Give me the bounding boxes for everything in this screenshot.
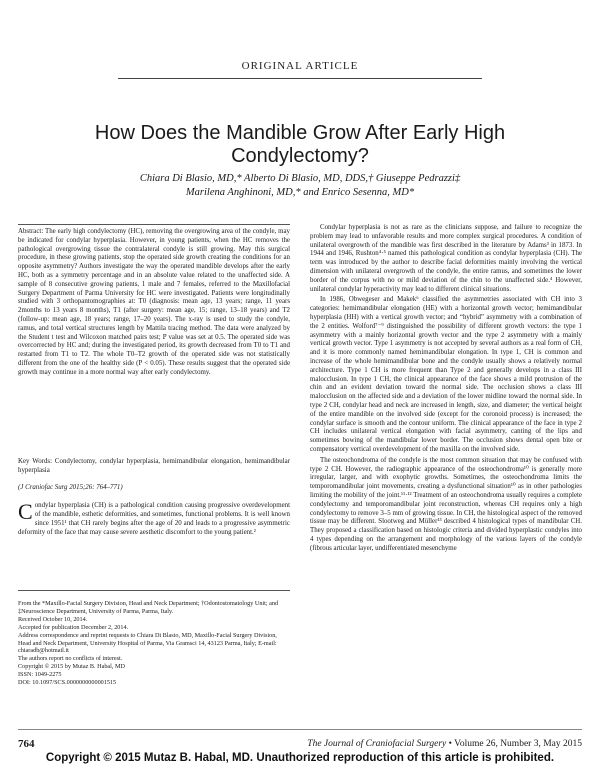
affiliations-block <box>18 600 290 722</box>
body-paragraph: In 1986, Obwegeser and Makek⁶ classified the asymmetries associated with CH into 3 categories: hemimandibular elongation (HE) with a horizontal growth vector; hemimandibular hyperplasia (HH) with a vertical growth vector; and “hybrid” asymmetry with a combination of the 2 entities. Wolford⁷⁻⁹ distinguished the possibility of different growth vectors: the type 1 asymmetry with a mainly horizontal growth vector and the type 2 asymmetry with a mainly vertical growth vector. Type 1 asymmetry is not accepted by several authors as a real form of CH, and it is more commonly named hemimandibular elongation. In type 1, CH is common and increase of the whole hemimandibular bone and the condyle usually shows a relatively normal architecture. Type 1 CH is more frequent than Type 2 and generally develops in a class III malocclusion. In type 1 CH, the clinical appearance of the face shows a mild protrusion of the chin and an evident deviation toward the normal side. The occlusion shows a class III malocclusion on the affected side and a deviation of the lower midline toward the normal side. In type 2 CH, condylar head and neck are increased in length, size, and diameter; the vertical height of the entire mandible on the involved side (except for the coronoid process) is increased; the condylar surface is smooth and the contour uniform. The clinical appearance of the face in type 2 CH includes unilateral vertical elongation with facial asymmetry, canting of the lips and sometimes bowing of the mandibular lower border. The occlusion shows dental open bite or compensatory vertical overdevelopment of the maxilla on the involved side. <box>310 296 582 453</box>
footer-divider <box>18 729 582 730</box>
journal-info <box>307 739 582 749</box>
abstract-text: Abstract: The early high condylectomy (HC), removing the overgrowing area of the condyle, may be indicated for condylar hyperplasia. However, in young patients, when the HC removes the pathological overgrowing tissue the contralateral condyle is still growing. May this surgical procedure, in these growing patients, stop the operated side growth creating the conditions for an opposite asymmetry? Authors investigate the way the operated mandible develops after the early HC, both as a symmetry percentage and in an absolute value related to the unaffected side. A sample of 8 consecutive growing patients, 1 male and 7 females, referred to the Maxillofacial Surgery Department of Parma University for HC were investigated. Patients were longitudinally studied with 3 orthopantomographies at: T0 (diagnosis: mean age, 13 years; range, 11 years 2months to 13 years 8 months), T1 (after surgery: mean age, 15; range, 13–18 years) and T2 (follow-up: mean age, 18 years; range, 17–20 years). The x-ray is used to study the condyle, ramus, and total vertical structures length by Mattila tracing method. The data were analyzed by the Student t test and Wilcoxon matched pairs test; P value was set at 0.5. The operated side was overcorrected by HC and; during the investigated period, its growth decreased from T0 to T1 and restarted from T1 to T2. The whole T0–T2 growth of the operated side was not statistically different from the one of the healthy side (P < 0.05). These results suggest that the operated side growth may continue in a more normal way after early condylectomy. <box>18 228 290 376</box>
body-paragraph: The osteochondroma of the condyle is the most common situation that may be confused with type 2 CH. However, the radiographic appearance of the osteochondroma¹⁰ is generally more irregular, larger, and with exophytic growths. Sometimes, the osteochondroma limits the temporomandibular joint movements, creating a dysfunctional situation¹⁰ as in other pathologies limiting the mobility of the joint.¹¹·¹² Treatment of an osteochondroma usually requires a complete condylectomy and temporomandibular joint reconstruction, whereas CH requires only a high condylectomy to remove 3–5 mm of growing tissue. In CH, the histological aspect of the removed tissue may be different. Slootweg and Müller¹³ described 4 histological types of mandibular CH. They proposed a classification based on histologic criteria and divided hyperplastic condyles into 4 types depending on the arrangement and morphology of the various layers of the condyle (fibrous articular layer, undifferentiated mesenchyme <box>310 456 582 552</box>
volume-info: • Volume 26, Number 3, May 2015 <box>448 739 582 749</box>
journal-name: The Journal of Craniofacial Surgery <box>307 739 447 749</box>
affiliation-line: Accepted for publication December 2, 2014. <box>18 623 129 631</box>
keywords: Key Words: Condylectomy, condylar hyperplasia, hemimandibular elongation, hemimandibular hyperplasia <box>18 458 290 474</box>
affiliation-line: ISSN: 1049-2275 <box>18 671 62 679</box>
affiliation-line: From the *Maxillo-Facial Surgery Division, Head and Neck Department; †Odontostomatology Unit; and ‡Neuroscience Department, University of Parma, Parma, Italy. <box>18 600 279 615</box>
body-paragraph: Condylar hyperplasia is not as rare as the clinicians suppose, and failure to recognize the problem may lead to unfavorable results and more complex surgical procedures. A condition of unilateral overgrowth of the mandible was first described in the literature by Adams³ in 1873. In 1944 and 1946, Rushton⁴·⁵ named this pathological condition as condylar hyperplasia (CH). The term was introduced by the author to describe facial deformities mainly involving the vertical dimension with unilateral overgrowth of the condyle, the entire ramus, and sometimes the lower border of the corpus with no or mild deviation of the chin to the unaffected side.⁴ However, unilateral condylar hyperactivity may lead to different clinical situations. <box>310 224 582 293</box>
page-number: 764 <box>18 738 35 750</box>
authors-line-1: Chiara Di Blasio, MD,* Alberto Di Blasio, MD, DDS,† Giuseppe Pedrazzi‡ <box>139 173 461 184</box>
introduction-paragraph <box>18 502 290 572</box>
article-title: How Does the Mandible Grow After Early High Condylectomy? <box>94 122 506 167</box>
affiliation-line: Address correspondence and reprint requests to Chiara Di Blasio, MD, Maxillo-Facial Surgery Division, Head and Neck Department, University Hospital of Parma, Via Gramsci 14, 43123 Parma, Italy; E-mail: chiaradb@hotmail.it <box>18 631 277 655</box>
authors-line-2: Marilena Anghinoni, MD,* and Enrico Sesenna, MD* <box>185 187 415 198</box>
header-divider <box>118 78 482 79</box>
section-label: ORIGINAL ARTICLE <box>241 60 359 72</box>
affiliation-line: The authors report no conflicts of interest. <box>18 655 123 663</box>
drop-cap: C <box>18 502 33 525</box>
affiliation-line: Received October 10, 2014. <box>18 615 88 623</box>
citation: (J Craniofac Surg 2015;26: 764–771) <box>18 483 123 491</box>
affiliation-line: DOI: 10.1097/SCS.0000000000001515 <box>18 679 117 687</box>
introduction-text: ondylar hyperplasia (CH) is a pathological condition causing progressive overdevelopment of the mandible, esthetic deformities, and sometimes, functional problems. It is well known since 1951¹ that CH rarely begins after the age of 20 and leads to a progressive asymmetric deformity of the face that may cause severe aesthetic discomfort to the young patient.² <box>18 502 290 536</box>
right-column <box>310 224 582 720</box>
affiliation-line: Copyright © 2015 by Mutaz B. Habal, MD <box>18 663 125 671</box>
copyright-notice: Copyright © 2015 Mutaz B. Habal, MD. Unauthorized reproduction of this article is prohibited. <box>45 752 555 764</box>
abstract-box <box>18 224 290 591</box>
author-list <box>90 172 510 200</box>
